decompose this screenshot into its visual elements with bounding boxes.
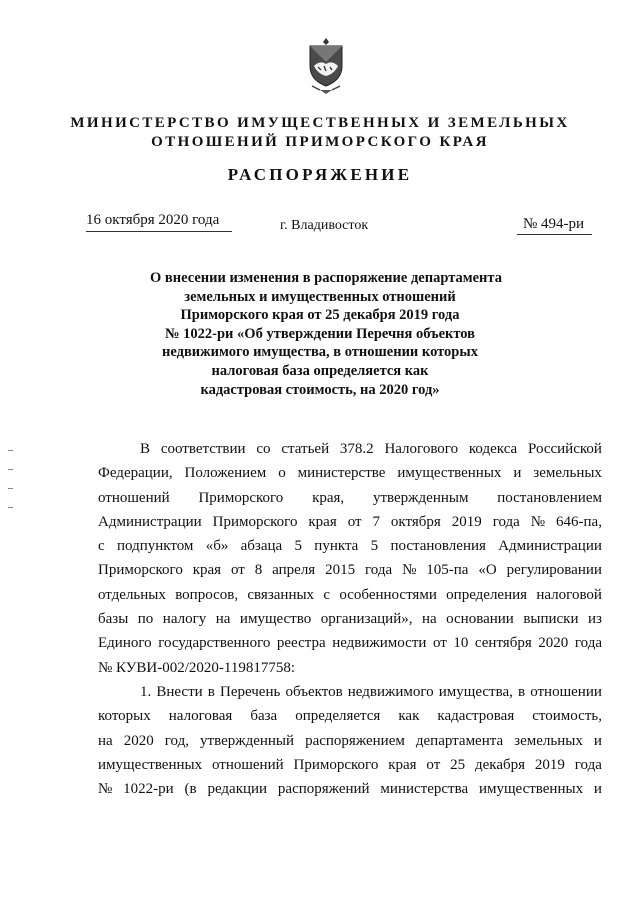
document-city: г. Владивосток	[280, 218, 369, 233]
body-word: В	[140, 441, 151, 457]
body-word: 2020	[123, 732, 154, 749]
body-word: о	[278, 465, 286, 482]
body-word: Приморского	[293, 756, 379, 773]
body-word: распоряжений	[277, 781, 370, 798]
body-word: от	[432, 635, 447, 652]
body-word: регулировании	[506, 562, 602, 579]
body-word: (в	[184, 781, 197, 798]
document-number: № 494-ри	[523, 216, 585, 232]
body-word: №	[98, 781, 113, 798]
body-word: 5	[370, 538, 379, 555]
body-word: от	[426, 756, 441, 773]
body-word: реестра	[276, 635, 326, 652]
title-line: земельных и имущественных отношений	[184, 288, 456, 305]
body-word: кодекса	[468, 441, 518, 457]
body-word: выписки	[523, 611, 579, 628]
body-word: 646-па,	[556, 513, 602, 530]
body-word: года	[492, 513, 520, 530]
body-word: «О	[478, 562, 497, 579]
body-word: распоряжением	[305, 732, 405, 749]
body-word: и	[513, 465, 522, 482]
body-word: края	[308, 513, 337, 530]
body-word: связанных	[247, 586, 315, 603]
body-word: база	[250, 708, 278, 725]
body-word: утвержденным	[372, 489, 469, 506]
body-word: с	[98, 538, 105, 555]
body-word: и	[593, 781, 602, 798]
body-word: 8	[254, 562, 263, 579]
body-word: 10	[453, 635, 469, 652]
body-word: № КУВИ-002/2020-119817758:	[98, 659, 295, 676]
body-line	[98, 656, 602, 680]
ministry-name-line2: ОТНОШЕНИЙ ПРИМОРСКОГО КРАЯ	[151, 134, 489, 150]
body-word: недвижимого	[347, 683, 434, 700]
document-type: РАСПОРЯЖЕНИЕ	[227, 165, 413, 184]
body-word: от	[231, 562, 245, 579]
body-word: департамента	[415, 732, 504, 749]
body-word: определяется	[295, 708, 381, 725]
body-word: отношении	[530, 683, 602, 700]
body-word: налоговой	[536, 586, 602, 603]
body-word: в	[518, 683, 526, 700]
body-word: Администрации	[98, 513, 202, 530]
body-word: 1.	[140, 683, 152, 700]
body-word: кадастровая	[437, 708, 515, 725]
body-word: по	[137, 611, 154, 628]
body-line	[98, 729, 602, 753]
body-word: земельных	[514, 732, 583, 749]
body-word: Внести	[156, 683, 203, 700]
body-word: пункта	[314, 538, 359, 555]
body-word: 2020	[538, 635, 569, 652]
body-word: Налогового	[384, 441, 459, 457]
margin-marks	[8, 450, 16, 526]
body-line	[98, 510, 602, 534]
body-word: налогу	[162, 611, 207, 628]
body-word: из	[588, 611, 602, 628]
body-word: постановления	[390, 538, 486, 555]
body-line	[98, 607, 602, 631]
body-word: 25	[450, 756, 466, 773]
body-word: определения	[446, 586, 528, 603]
title-line: № 1022-ри «Об утверждении Перечня объектов	[164, 325, 476, 342]
body-word: 7	[372, 513, 380, 530]
body-word: постановлением	[497, 489, 602, 506]
body-word: апреля	[272, 562, 316, 579]
body-word: земельных	[533, 465, 602, 482]
body-word: министерстве	[297, 465, 386, 482]
body-word: года	[574, 756, 602, 773]
body-word: 2019	[451, 513, 482, 530]
body-word: 5	[294, 538, 302, 555]
body-word: 2015	[325, 562, 356, 579]
body-word: отношений	[211, 756, 284, 773]
body-word: статьей	[281, 441, 330, 457]
body-word: особенностями	[339, 586, 437, 603]
title-line: О внесении изменения в распоряжение департамента	[150, 270, 502, 286]
body-word: Российской	[527, 441, 602, 457]
body-word: имущественных	[98, 756, 203, 773]
body-word: на	[215, 611, 231, 628]
date-underline	[86, 231, 232, 232]
number-underline	[517, 234, 592, 235]
body-word: имущества,	[438, 683, 513, 700]
body-word: базы	[98, 611, 129, 628]
body-line	[98, 461, 602, 485]
body-line	[98, 534, 602, 558]
body-word: имущество	[239, 611, 312, 628]
body-word: декабря	[475, 756, 526, 773]
body-line	[98, 753, 602, 777]
body-word: министерства	[380, 781, 469, 798]
body-word: Приморского	[98, 562, 183, 579]
body-word: имущественных	[478, 781, 584, 798]
body-line	[98, 631, 602, 655]
body-word: отдельных	[98, 586, 166, 603]
body-word: Федерации,	[98, 465, 173, 482]
body-word: на	[421, 611, 437, 628]
body-word: сентября	[474, 635, 532, 652]
body-word: Единого	[98, 635, 152, 652]
body-line	[98, 704, 602, 728]
body-word: отношений	[98, 489, 170, 506]
title-line: Приморского края от 25 декабря 2019 года	[180, 307, 460, 324]
body-word: год,	[164, 732, 189, 749]
body-word: недвижимости	[332, 635, 427, 652]
body-word: Приморского	[198, 489, 284, 506]
body-line	[98, 486, 602, 510]
title-line: недвижимого имущества, в отношении которых	[162, 344, 478, 361]
body-word: соответствии	[160, 441, 246, 457]
body-word: в	[207, 683, 215, 700]
title-line: кадастровая стоимость, на 2020 год»	[200, 381, 440, 398]
body-word: как	[398, 708, 420, 725]
title-line: налоговая база определяется как	[211, 362, 429, 379]
body-line	[98, 558, 602, 582]
body-word: основании	[446, 611, 514, 628]
body-word: 2019	[534, 756, 565, 773]
body-word: которых	[98, 708, 151, 725]
body-word: государственного	[158, 635, 271, 652]
body-word: октября	[390, 513, 441, 530]
body-word: объектов	[285, 683, 343, 700]
body-word: утвержденный	[200, 732, 295, 749]
document-date: 16 октября 2020 года	[86, 212, 220, 228]
body-word: края,	[312, 489, 345, 506]
body-word: Администрации	[498, 538, 602, 555]
body-word: от	[347, 513, 362, 530]
body-line	[98, 437, 602, 461]
body-word: редакции	[207, 781, 268, 798]
body-word: стоимость,	[532, 708, 602, 725]
body-word: налоговая	[168, 708, 233, 725]
body-word: года	[365, 562, 393, 579]
body-line	[98, 777, 602, 801]
body-word: на	[98, 732, 113, 749]
body-word: Перечень	[219, 683, 281, 700]
body-word: №	[530, 513, 546, 530]
ministry-name-line1: МИНИСТЕРСТВО ИМУЩЕСТВЕННЫХ И ЗЕМЕЛЬНЫХ	[70, 115, 570, 131]
body-word: 378.2	[339, 441, 374, 457]
body-word: года	[574, 635, 602, 652]
body-word: 1022-ри	[123, 781, 174, 798]
body-word: подпунктом	[116, 538, 194, 555]
body-word: края	[192, 562, 222, 579]
body-word: имущественных	[397, 465, 502, 482]
body-word: Положением	[184, 465, 267, 482]
body-word: Приморского	[212, 513, 298, 530]
document-title	[150, 269, 502, 399]
body-word: со	[256, 441, 271, 457]
body-word: вопросов,	[175, 586, 239, 603]
body-word: и	[593, 732, 602, 749]
coat-of-arms-icon	[306, 36, 346, 96]
document-body	[98, 437, 602, 801]
body-word: «б»	[205, 538, 229, 555]
body-word: края	[388, 756, 417, 773]
body-word: организаций»,	[320, 611, 413, 628]
body-word: 105-па	[426, 562, 469, 579]
body-word: абзаца	[240, 538, 283, 555]
body-line	[98, 583, 602, 607]
body-word: №	[402, 562, 417, 579]
body-line	[98, 680, 602, 704]
body-word: с	[323, 586, 331, 603]
